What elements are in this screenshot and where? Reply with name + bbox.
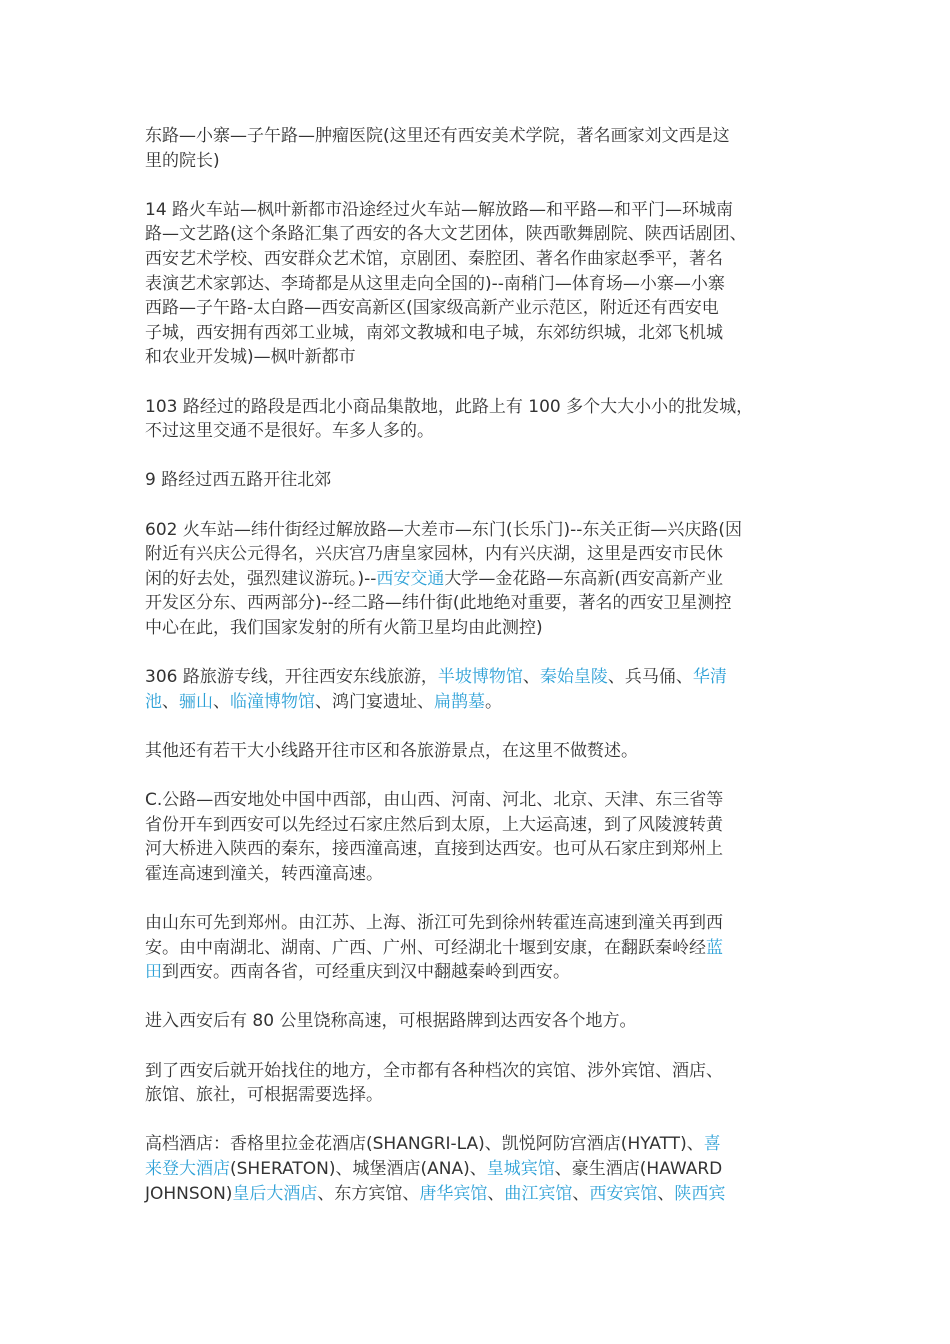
inline-link[interactable]: 华清 池 <box>145 667 727 712</box>
paragraph-text: 、 <box>522 667 540 688</box>
inline-link[interactable]: 蓝 田 <box>145 937 723 983</box>
paragraph-text: 。 <box>485 691 502 712</box>
paragraph-text: 14 路火车站—枫叶新都市沿途经过火车站—解放路—和平路—和平门—环城南 路—文艺路(这个条路汇集了西安的各大文艺团体，陕西歌舞剧院、陕西话剧团、 西安艺术学校、西安群众艺术馆，京剧团、秦腔团、著名作曲家赵季平，著名 表演艺术家郭达、李琦都是从这里走向全国的)--南稍门—体育场—小寨—小寨 西路—子午路-太白路—西安高新区(国家级高新产业示范区，附近还有西安电 子城，西安拥有西郊工业城，南郊文教城和电子城，东郊纺织城，北郊飞机城 和农业开发城)—枫叶新都市 <box>145 199 747 368</box>
paragraph <box>145 1059 815 1108</box>
paragraph <box>145 395 815 444</box>
paragraph <box>145 468 815 493</box>
paragraph-text: 、 <box>572 1183 590 1204</box>
inline-link[interactable]: 西安宾馆 <box>589 1183 658 1204</box>
paragraph-text: 高档酒店：香格里拉金花酒店(SHANGRI-LA)、凯悦阿防宫酒店(HYATT)、 <box>145 1134 704 1155</box>
inline-link[interactable]: 喜 来登大酒店 <box>145 1134 721 1179</box>
paragraph-text: C.公路—西安地处中国中西部，由山西、河南、河北、北京、天津、东三省等 省份开车到西安可以先经过石家庄然后到太原，上大运高速，到了风陵渡转黄 河大桥进入陕西的秦东，接西潼高速，直接到达西安。也可从石家庄到郑州上 霍连高速到潼关，转西潼高速。 <box>145 790 724 884</box>
paragraph-text: 、兵马俑、 <box>607 667 693 688</box>
paragraph <box>145 518 815 641</box>
paragraph <box>145 911 815 985</box>
paragraph-text: (SHERATON)、城堡酒店(ANA)、 <box>230 1158 487 1179</box>
paragraph-text: 9 路经过西五路开往北郊 <box>145 470 332 491</box>
inline-link[interactable]: 西安交通 <box>376 568 445 589</box>
inline-link[interactable]: 半坡博物馆 <box>437 667 523 688</box>
paragraph-text: 由山东可先到郑州。由江苏、上海、浙江可先到徐州转霍连高速到潼关再到西 安。由中南湖北、湖南、广西、广州、可经湖北十堰到安康，在翻跃秦岭经 <box>145 913 723 958</box>
paragraph-text: 、 <box>657 1183 675 1204</box>
paragraph <box>145 124 815 173</box>
inline-link[interactable]: 秦始皇陵 <box>539 667 608 688</box>
paragraph <box>145 1009 815 1034</box>
paragraph <box>145 198 815 370</box>
paragraph-text: 602 火车站—纬什街经过解放路—大差市—东门(长乐门)--东关正街—兴庆路(因 附近有兴庆公元得名，兴庆宫乃唐皇家园林，内有兴庆湖，这里是西安市民休 闲的好去处，强烈建议游玩。)-- <box>145 519 743 589</box>
paragraph-text: 、鸿门宴遗址、 <box>315 691 434 712</box>
paragraph-text: 、 <box>213 691 230 712</box>
paragraph-text: 、豪生酒店(HAWARD JOHNSON) <box>145 1158 723 1204</box>
inline-link[interactable]: 曲江宾馆 <box>504 1183 573 1204</box>
inline-link[interactable]: 皇城宾馆 <box>486 1158 555 1179</box>
paragraph-text: 、 <box>162 691 179 712</box>
paragraph-text: 进入西安后有 80 公里饶称高速，可根据路牌到达西安各个地方。 <box>145 1011 637 1032</box>
inline-link[interactable]: 陕西宾 <box>674 1183 726 1204</box>
paragraph-text: 东路—小寨—子午路—肿瘤医院(这里还有西安美术学院，著名画家刘文西是这 里的院长) <box>145 126 730 171</box>
inline-link[interactable]: 骊山 <box>179 691 213 712</box>
paragraph <box>145 739 815 764</box>
document-body <box>145 124 815 1231</box>
paragraph <box>145 788 815 886</box>
paragraph-text: 大学—金花路—东高新(西安高新产业 开发区分东、西两部分)--经二路—纬什街(此地绝对重要，著名的西安卫星测控 中心在此，我们国家发射的所有火箭卫星均由此测控) <box>145 568 732 638</box>
paragraph-text: 其他还有若干大小线路开往市区和各旅游景点，在这里不做赘述。 <box>145 740 638 761</box>
paragraph <box>145 665 815 714</box>
paragraph-text: 103 路经过的路段是西北小商品集散地，此路上有 100 多个大大小小的批发城， 不过这里交通不是很好。车多人多的。 <box>145 396 754 442</box>
inline-link[interactable]: 唐华宾馆 <box>419 1183 488 1204</box>
inline-link[interactable]: 临潼博物馆 <box>230 691 315 712</box>
paragraph <box>145 1132 815 1206</box>
paragraph-text: 、东方宾馆、 <box>317 1183 420 1204</box>
paragraph-text: 306 路旅游专线，开往西安东线旅游， <box>145 667 438 688</box>
paragraph-text: 到西安。西南各省，可经重庆到汉中翻越秦岭到西安。 <box>162 962 570 983</box>
paragraph-text: 、 <box>487 1183 505 1204</box>
paragraph-text: 到了西安后就开始找住的地方，全市都有各种档次的宾馆、涉外宾馆、酒店、 旅馆、旅社，可根据需要选择。 <box>145 1060 723 1106</box>
inline-link[interactable]: 皇后大酒店 <box>232 1183 318 1204</box>
inline-link[interactable]: 扁鹊墓 <box>434 691 485 712</box>
